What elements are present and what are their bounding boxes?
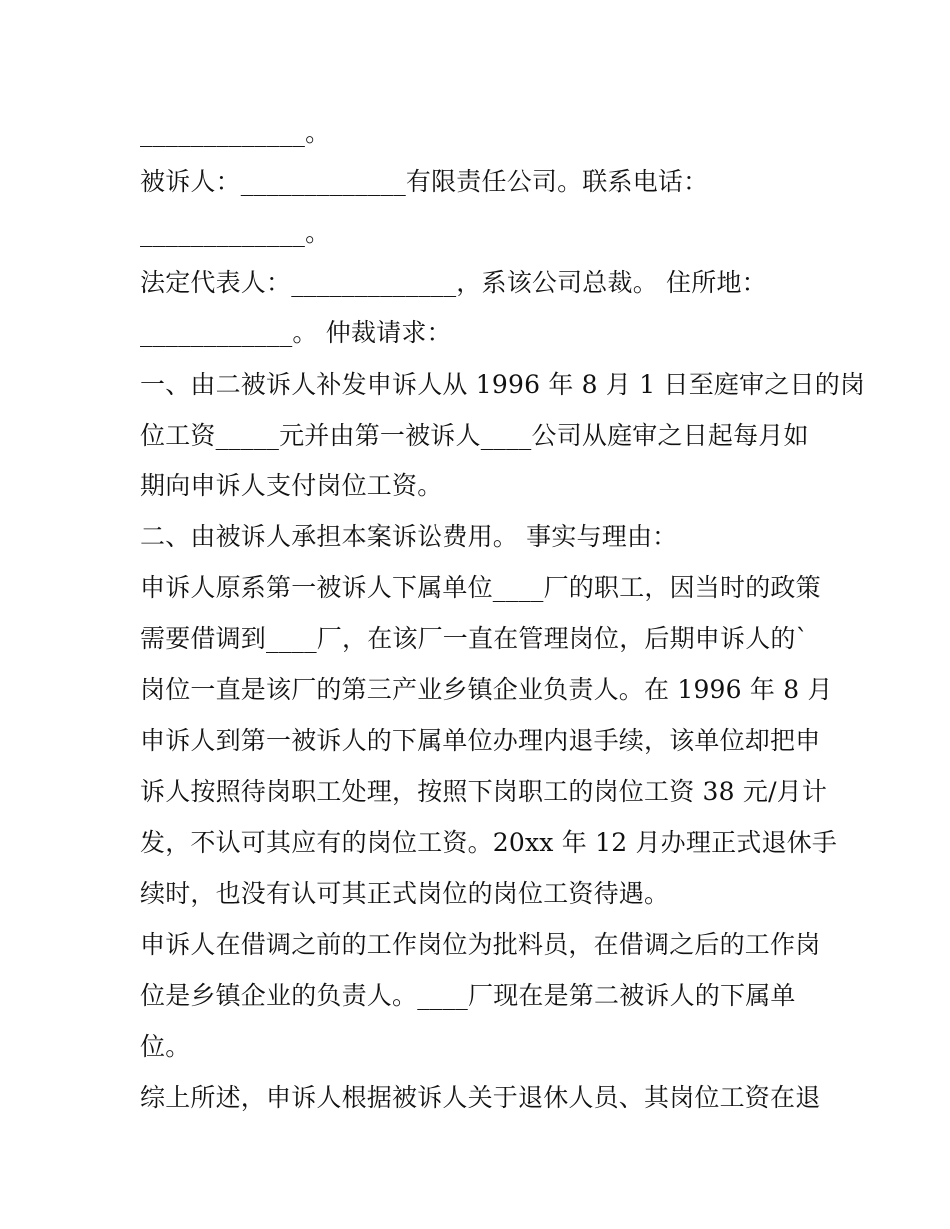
text-line: 位工资_____元并由第一被诉人____公司从庭审之日起每月如 [140, 421, 809, 450]
text-line: 需要借调到____厂，在该厂一直在管理岗位，后期申诉人的` [140, 624, 809, 653]
text-line: ____________。 仲裁请求： [140, 318, 452, 347]
text-line: 续时，也没有认可其正式岗位的岗位工资待遇。 [140, 879, 670, 908]
text-line: 位。 [140, 1032, 191, 1061]
text-line: 诉人按照待岗职工处理，按照下岗职工的岗位工资 38 元/月计 [140, 777, 828, 806]
text-line: 被诉人：_____________有限责任公司。联系电话： [140, 167, 709, 196]
text-line: 二、由被诉人承担本案诉讼费用。 事实与理由： [140, 522, 678, 551]
text-line: 位是乡镇企业的负责人。____厂现在是第二被诉人的下属单 [140, 981, 796, 1010]
text-line: 法定代表人：_____________，系该公司总裁。 住所地： [140, 268, 767, 297]
text-line: 一、由二被诉人补发申诉人从 1996 年 8 月 1 日至庭审之日的岗 [140, 370, 866, 399]
text-line: 申诉人到第一被诉人的下属单位办理内退手续，该单位却把申 [140, 726, 821, 755]
text-line: _____________。 [140, 118, 331, 147]
text-line: 申诉人原系第一被诉人下属单位____厂的职工，因当时的政策 [140, 573, 821, 602]
text-line: 综上所述，申诉人根据被诉人关于退休人员、其岗位工资在退 [140, 1083, 821, 1112]
text-line: 申诉人在借调之前的工作岗位为批料员，在借调之后的工作岗 [140, 930, 821, 959]
text-line: _____________。 [140, 218, 331, 247]
text-line: 岗位一直是该厂的第三产业乡镇企业负责人。在 1996 年 8 月 [140, 675, 833, 704]
text-line: 发，不认可其应有的岗位工资。20xx 年 12 月办理正式退休手 [140, 828, 838, 857]
text-line: 期向申诉人支付岗位工资。 [140, 471, 443, 500]
